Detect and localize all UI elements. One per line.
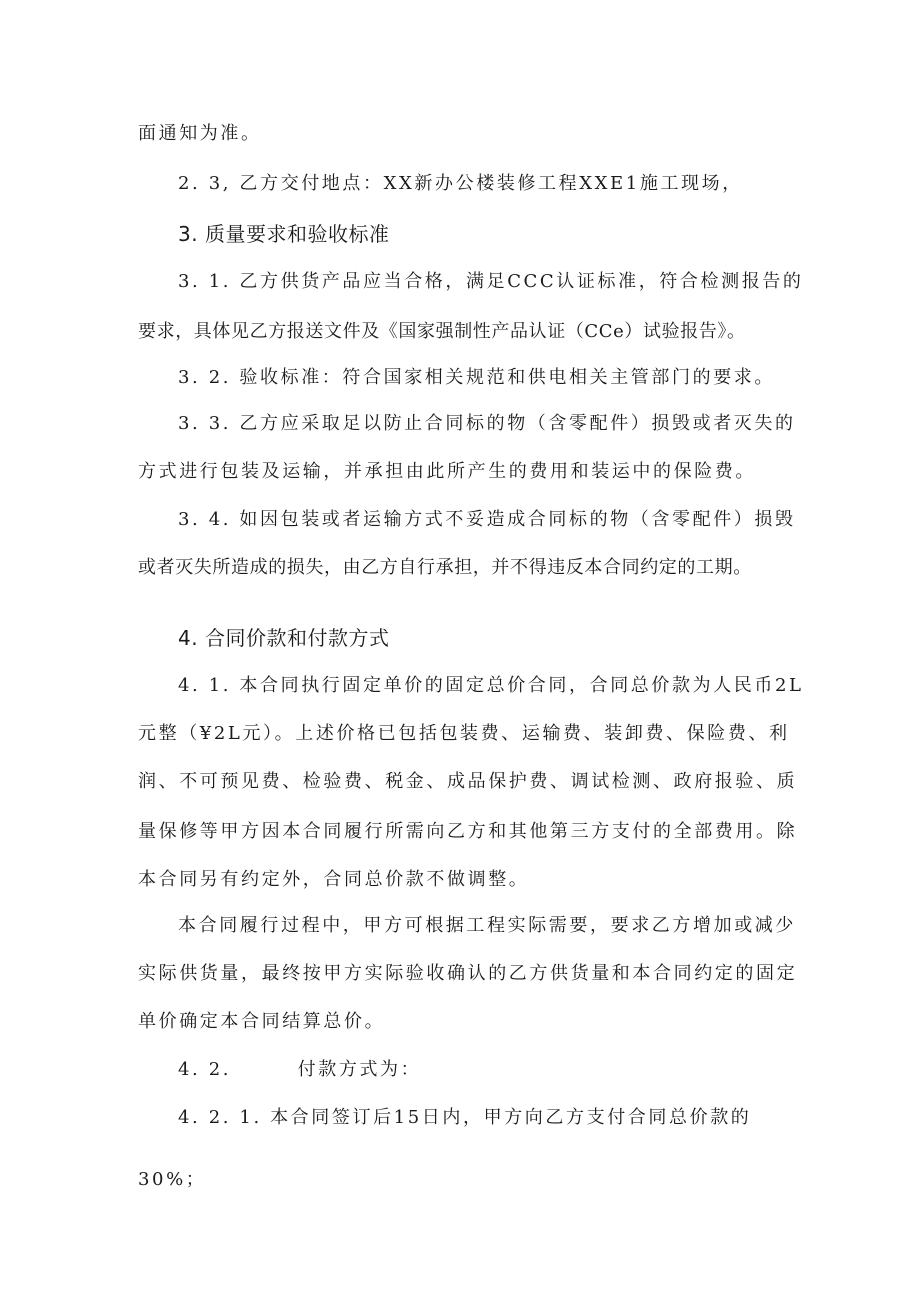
clause-4-1: 4. 1. 本合同执行固定单价的固定总价合同，合同总价款为人民币2L — [178, 675, 804, 696]
paragraph-line: 要求，具体见乙方报送文件及《国家强制性产品认证（CCe）试验报告》。 — [138, 321, 746, 342]
paragraph-line: 或者灭失所造成的损失，由乙方自行承担，并不得违反本合同约定的工期。 — [138, 557, 752, 578]
clause-3-3: 3. 3. 乙方应采取足以防止合同标的物（含零配件）损毁或者灭失的 — [178, 413, 796, 434]
paragraph-line: 润、不可预见费、检验费、税金、成品保护费、调试检测、政府报验、质 — [138, 771, 798, 792]
clause-4-2: 4. 2. 付款方式为： — [178, 1059, 422, 1080]
paragraph-line: 元整（¥2L元）。上述价格已包括包装费、运输费、装卸费、保险费、利 — [138, 723, 790, 744]
paragraph-line: 单价确定本合同结算总价。 — [138, 1011, 386, 1032]
paragraph-line: 本合同另有约定外，合同总价款不做调整。 — [138, 869, 530, 890]
clause-3-4: 3. 4. 如因包装或者运输方式不妥造成合同标的物（含零配件）损毁 — [178, 509, 796, 530]
section-heading-3: 3. 质量要求和验收标准 — [178, 222, 390, 246]
paragraph-line: 方式进行包装及运输，并承担由此所产生的费用和装运中的保险费。 — [138, 461, 756, 482]
paragraph-line: 量保修等甲方因本合同履行所需向乙方和其他第三方支付的全部费用。除 — [138, 821, 798, 842]
clause-3-1: 3. 1. 乙方供货产品应当合格，满足CCC认证标准，符合检测报告的 — [178, 271, 804, 292]
clause-2-3: 2. 3, 乙方交付地点：XX新办公楼装修工程XXE1施工现场， — [178, 173, 743, 194]
paragraph-line: 本合同履行过程中，甲方可根据工程实际需要，要求乙方增加或减少 — [178, 915, 796, 936]
paragraph-line: 30%； — [138, 1169, 207, 1190]
paragraph-line: 面通知为准。 — [138, 123, 262, 144]
clause-3-2: 3. 2. 验收标准：符合国家相关规范和供电相关主管部门的要求。 — [178, 367, 775, 388]
clause-4-2-1: 4. 2. 1. 本合同签订后15日内，甲方向乙方支付合同总价款的 — [178, 1107, 752, 1128]
section-heading-4: 4. 合同价款和付款方式 — [178, 626, 390, 650]
paragraph-line: 实际供货量，最终按甲方实际验收确认的乙方供货量和本合同约定的固定 — [138, 963, 798, 984]
